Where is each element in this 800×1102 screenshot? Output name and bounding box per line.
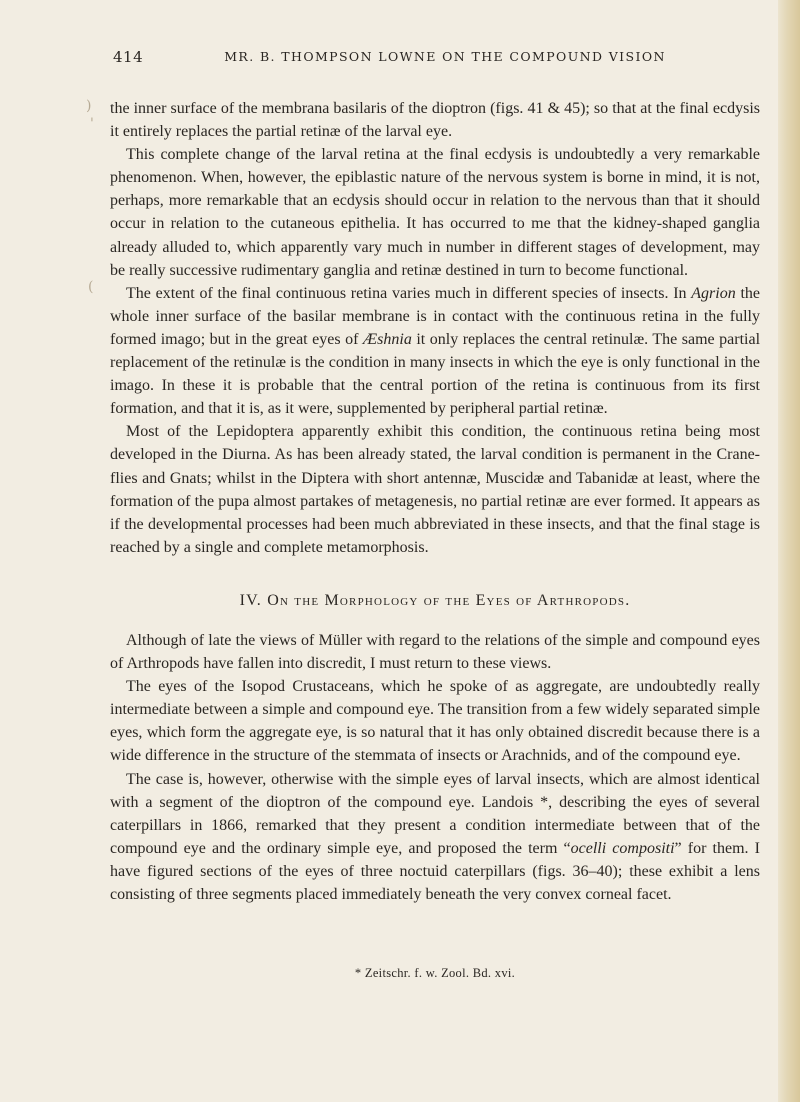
footnote: * Zeitschr. f. w. Zool. Bd. xvi. [354,966,516,980]
italic-term: ocelli compositi [570,839,675,857]
page-header [0,48,800,70]
text-run: it only replaces the central retinulæ. The same partial replacement of the retinulæ is the condition in many insects in which the eye is only functional in the imago. In these it is probable that the central portion of the retina is continuous from its first formation, and that it is, as it were, supplemented by peripheral partial retinæ. [110,330,761,418]
paragraph: This complete change of the larval retina at the final ecdysis is undoubtedly a very remarkable phenomenon. When, however, the epiblastic nature of the nervous system is borne in mind, it is not, perhaps, more remarkable that an ecdysis should occur in relation to the nervous than that it should occur in relation to the cutaneous epithelia. It has occurred to me that the kidney-shaped ganglia already alluded to, which apparently vary much in number in different stages of development, may be really successive rudimentary ganglia and retinæ destined in turn to become functional. [110,146,760,279]
margin-bracket-mark: ' [90,116,94,132]
paragraph: The eyes of the Isopod Crustaceans, which he spoke of as aggregate, are undoubtedly really intermediate between a simple and compound eye. The transition from a few widely separated simple eyes, which form the aggregate eye, is so natural that it has only obtained discredit because there is a wide difference in the structure of the stemmata of insects or Arachnids, and of the compound eye. [110,678,760,765]
paragraph [110,282,760,421]
text-run: The extent of the final continuous retina varies much in different species of insects. In [126,284,692,302]
paragraph: Most of the Lepidoptera apparently exhibit this condition, the continuous retina being most developed in the Diurna. As has been already stated, the larval condition is permanent in the Crane-flies and Gnats; whilst in the Diptera with short antennæ, Muscidæ and Tabanidæ at least, where the formation of the pupa almost partakes of metagenesis, no partial retinæ are ever formed. It appears as if the developmental processes had been much abbreviated in these insects, and that the final stage is reached by a single and complete metamorphosis. [110,423,760,556]
genus-name: Æshnia [362,330,412,348]
paragraph: the inner surface of the membrana basilaris of the dioptron (figs. 41 & 45); so that at the final ecdysis it entirely replaces the partial retinæ of the larval eye. [110,100,760,141]
margin-bracket-mark: ( [88,279,94,295]
text-run: ” for them. I have figured sections of the eyes of three noctuid caterpillars (figs. 36–40); these exhibit a lens consisting of three segments placed immediately beneath the very convex corneal facet. [110,839,761,903]
paragraph: Although of late the views of Müller with regard to the relations of the simple and compound eyes of Arthropods have fallen into discredit, I must return to these views. [110,631,760,673]
body-text [110,97,760,906]
running-head: MR. B. THOMPSON LOWNE ON THE COMPOUND VISION [224,49,666,64]
text-run: the whole inner surface of the basilar membrane is in contact with the continuous retina in the fully formed imago; but in the great eyes of [110,284,761,348]
page-edge-shadow [778,0,800,1102]
text-run: The case is, however, otherwise with the simple eyes of larval insects, which are almost identical with a segment of the dioptron of the compound eye. Landois *, describing the eyes of several caterpillars in 1866, remarked that they present a condition intermediate between that of the compound eye and the ordinary simple eye, and proposed the term “ [110,770,760,857]
paragraph [110,768,760,907]
genus-name: Agrion [691,284,736,302]
page-number: 414 [113,48,144,66]
margin-bracket-mark: ) [86,98,92,114]
section-heading: IV. On the Morphology of the Eyes of Arthropods. [239,591,631,609]
